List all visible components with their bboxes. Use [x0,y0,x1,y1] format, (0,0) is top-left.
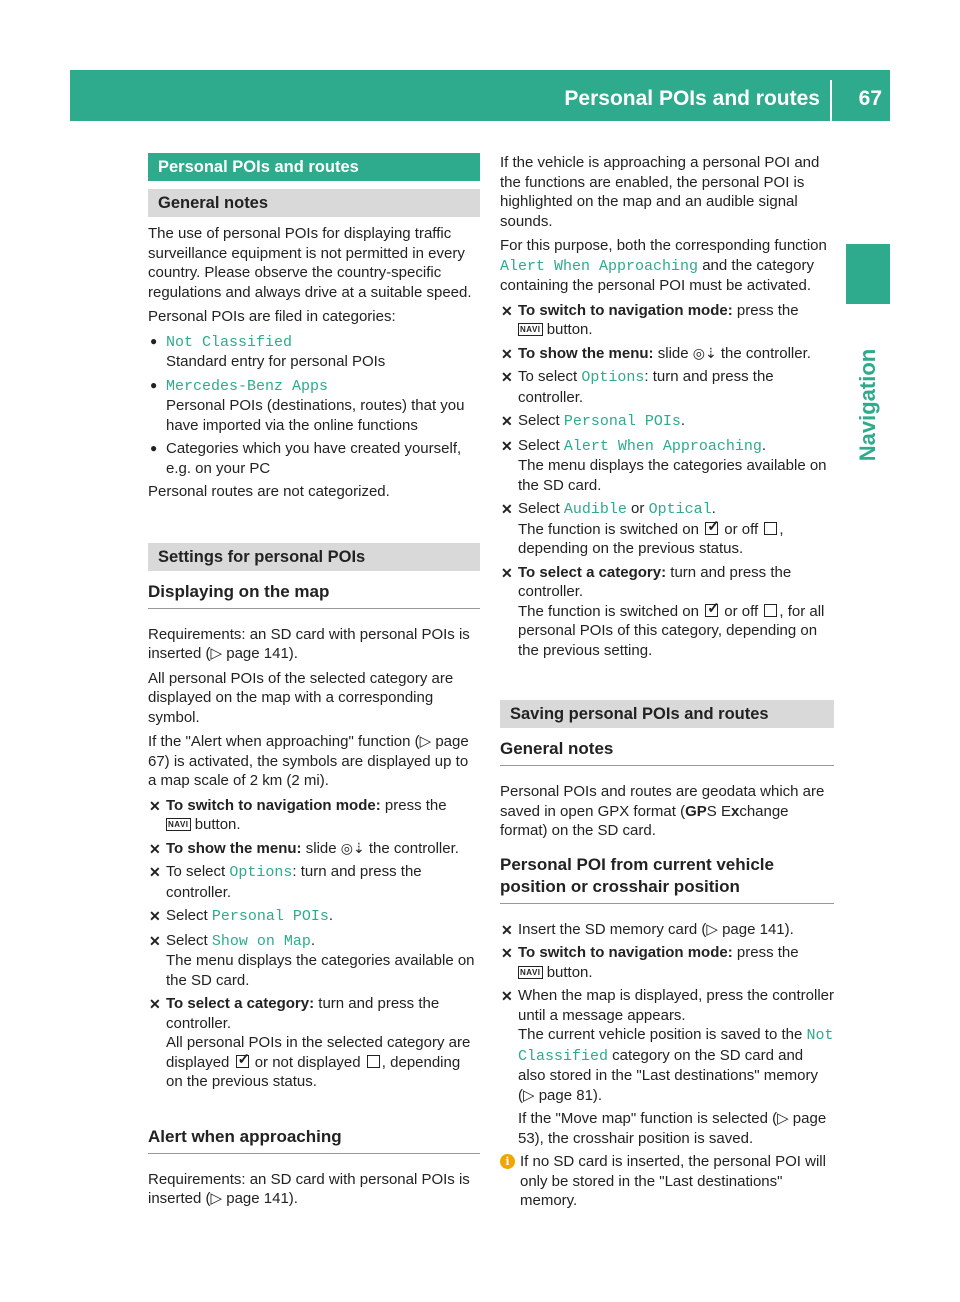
gpx-text: Personal POIs and routes are geodata which are saved in open GPX format (GPS Exchange format) on the SD card. [500,783,825,839]
checkbox-empty-icon [764,522,777,535]
step-item: ✕ Select Personal POIs. [149,907,334,925]
controller-slide-icon: ◎⇣ [692,344,717,361]
step-marker-icon: ✕ [501,345,513,362]
step-item: ✕ To select Options: turn and press the controller. [149,863,422,901]
menu-item-code: Options [229,864,293,881]
side-tab-marker [846,244,890,304]
list-item [148,439,480,478]
step-item: ✕ Insert the SD memory card (▷ page 141). [500,920,834,940]
step-marker-icon: ✕ [501,945,513,961]
step-item: ✕ Select Personal POIs. [501,412,686,430]
checkbox-checked-icon [236,1055,249,1068]
step-marker-icon: ✕ [149,797,161,814]
side-tab-label: Navigation [855,348,880,462]
category-desc: Standard entry for personal POIs [166,353,386,370]
menu-item-code: Personal POIs [563,413,681,430]
display-text: All personal POIs of the selected category are displayed on the map with a corresponding symbol. [148,669,454,726]
list-item [148,332,480,372]
menu-item-code: Show on Map [211,932,311,950]
info-note: i If no SD card is inserted, the personal POI will only be stored in the "Last destinations" memory. [500,1152,834,1211]
step-marker-icon: ✕ [501,413,513,429]
page-header [70,70,890,121]
left-column [148,153,480,1214]
step-item: ✕ To switch to navigation mode: press the NAVI button. [501,301,799,338]
step-item: ✕ To select a category: turn and press the controller. The function is switched on ✓ or off , for all personal POIs of this category, depending on the previous setting. [500,563,834,661]
step-marker-icon: ✕ [149,908,161,924]
general-notes-heading: General notes [148,189,480,217]
step-marker-icon: ✕ [501,564,513,581]
requirements-text: Requirements: an SD card with personal POIs is inserted (▷ page 141). [148,625,470,662]
side-tab [846,310,890,500]
categories-intro: Personal POIs are filed in categories: [148,308,396,325]
info-icon: i [500,1154,515,1169]
step-item: ✕ To switch to navigation mode: press the NAVI button. [149,796,447,833]
step-marker-icon: ✕ [501,302,513,319]
category-code: Not Classified [166,333,293,351]
displaying-heading: Displaying on the map [148,581,480,609]
category-code: Mercedes-Benz Apps [166,377,329,395]
saving-notes-heading: General notes [500,738,834,766]
purpose-text: For this purpose, both the corresponding function Alert When Approaching and the category containing the personal POI must be activated. [500,237,827,294]
step-item: ✕ Select Audible or Optical. The function is switched on ✓ or off , depending on the previous status. [500,499,834,559]
step-item: ✕ To select Options: turn and press the controller. [501,368,774,406]
step-marker-icon: ✕ [149,996,161,1012]
step-item: ✕ When the map is displayed, press the controller until a message appears. The current vehicle position is saved to the Not Classified category on the SD card and also stored in the "Last destinations" memory (▷ page 81). If the "Move map" function is selected (▷ page 53), the crosshair position is saved. [501,987,834,1147]
menu-item-code: Alert When Approaching [563,437,762,455]
step-marker-icon: ✕ [501,988,513,1004]
step-marker-icon: ✕ [501,369,513,385]
category-code: Not Classified [518,1027,834,1065]
step-item: ✕ To show the menu: slide ◎⇣ the controller. [148,839,480,859]
step-item: ✕ Select Show on Map. The menu displays the categories available on the SD card. [149,931,475,989]
right-column [500,153,834,1211]
step-item: ✕ Select Alert When Approaching. The menu displays the categories available on the SD card. [501,436,827,494]
menu-item-code: Options [581,369,645,386]
category-desc: Categories which you have created yourself, e.g. on your PC [166,440,462,477]
step-item: ✕ To show the menu: slide ◎⇣ the controller. [500,344,834,364]
navi-key-icon: NAVI [520,325,541,334]
menu-item-code: Audible [563,501,627,518]
checkbox-checked-icon [705,522,718,535]
saving-heading: Saving personal POIs and routes [500,700,834,728]
general-notes-text: The use of personal POIs for displaying traffic surveillance equipment is not permitted in every country. Please observe the country-specific regulations and always drive at a suitable speed. [148,225,472,301]
approach-text: If the vehicle is approaching a personal POI and the functions are enabled, the personal POI is highlighted on the map and an audible signal sounds. [500,154,820,230]
step-marker-icon: ✕ [501,921,513,938]
menu-item-code: Personal POIs [211,908,329,925]
bullet-icon: ● [150,441,158,455]
step-marker-icon: ✕ [149,932,161,949]
menu-item-code: Optical [648,501,712,518]
bullet-icon: ● [150,333,158,348]
page-number: 67 [858,87,882,110]
section-title: Personal POIs and routes [148,153,480,181]
step-item: ✕ To select a category: turn and press the controller. All personal POIs in the selected category are displayed ✓ or not displayed , depending on the previous status. [148,994,480,1092]
function-code: Alert When Approaching [500,257,699,275]
category-desc: Personal POIs (destinations, routes) that you have imported via the online functions [166,397,465,434]
header-title: Personal POIs and routes [564,87,820,110]
checkbox-empty-icon [764,604,777,617]
alert-heading: Alert when approaching [148,1126,480,1154]
alert-requirements: Requirements: an SD card with personal POIs is inserted (▷ page 141). [148,1170,470,1207]
step-item: ✕ To switch to navigation mode: press the NAVI button. [501,944,799,981]
step-marker-icon: ✕ [501,437,513,454]
navi-key-icon: NAVI [520,967,541,977]
header-separator [830,80,832,121]
alert-scale-text: If the "Alert when approaching" function (▷ page 67) is activated, the symbols are displayed up to a map scale of 2 km (2 mi). [148,733,469,789]
navi-key-icon: NAVI [168,820,189,829]
routes-note: Personal routes are not categorized. [148,483,390,500]
step-marker-icon: ✕ [501,501,513,517]
step-marker-icon: ✕ [149,840,161,857]
checkbox-checked-icon [705,604,718,617]
controller-slide-icon: ◎⇣ [340,839,365,856]
step-marker-icon: ✕ [149,864,161,880]
list-item [148,376,480,436]
checkbox-empty-icon [367,1055,380,1068]
bullet-icon: ● [150,377,158,392]
settings-heading: Settings for personal POIs [148,543,480,571]
current-position-heading: Personal POI from current vehicle position or crosshair position [500,854,834,904]
